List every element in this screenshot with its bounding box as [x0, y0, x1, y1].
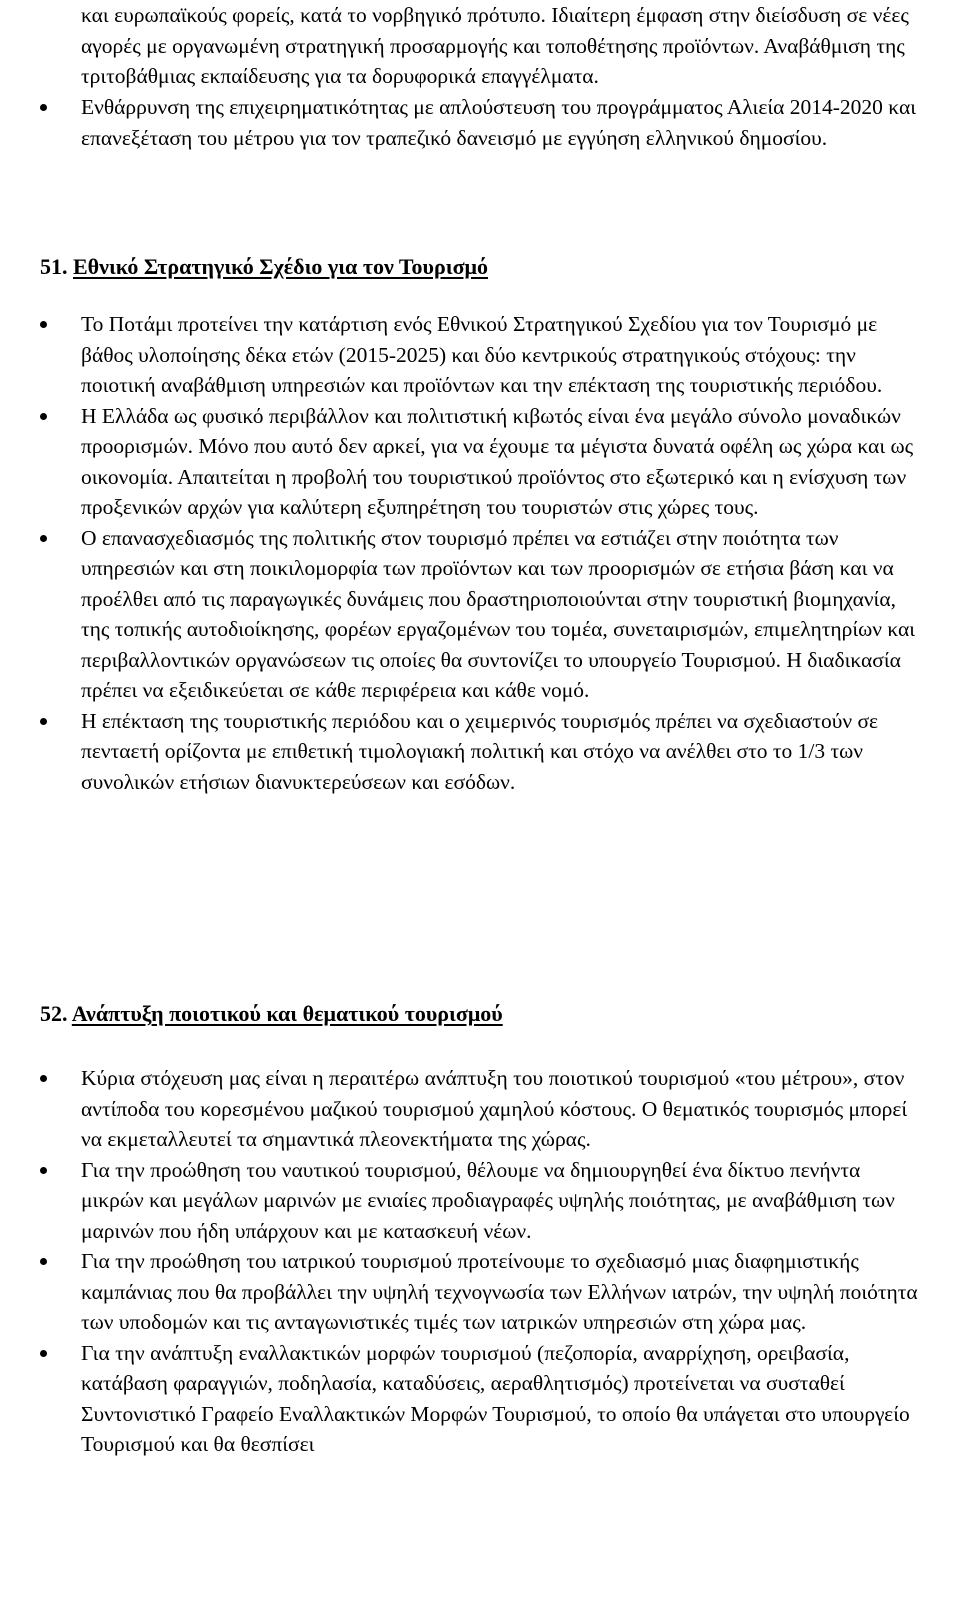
bullet-icon: [40, 718, 47, 725]
list-item-text: Ο επανασχεδιασμός της πολιτικής στον τουρισμό πρέπει να εστιάζει στην ποιότητα των υπηρεσιών και στη ποικιλομορφία των προϊόντων και των προορισμών σε ετήσια βάση και να προέλθει από τις παραγωγικές δυνάμεις που δραστηριοποιούνται στην τουριστική βιομηχανία, της τοπικής αυτοδιοίκησης, φορέων εργαζομένων του τομέα, συνεταιρισμών, επιμελητηρίων και περιβαλλοντικών οργανώσεων τις οποίες θα συντονίζει το υπουργείο Τουρισμού. Η διαδικασία πρέπει να εξειδικεύεται σε κάθε περιφέρεια και κάθε νομό.: [81, 525, 916, 702]
list-item-text: Το Ποτάμι προτείνει την κατάρτιση ενός Εθνικού Στρατηγικού Σχεδίου για τον Τουρισμό με βάθος υλοποίησης δέκα ετών (2015-2025) και δύο κεντρικούς στρατηγικούς στόχους: την ποιοτική αναβάθμιση υπηρεσιών και προϊόντων και την επέκταση της τουριστικής περιόδου.: [81, 312, 883, 397]
section-title: Εθνικό Στρατηγικό Σχέδιο για τον Τουρισμό: [73, 254, 489, 279]
section-heading-51: [40, 252, 488, 282]
list-item: [0, 1063, 927, 1155]
list-item: [0, 1246, 927, 1338]
list-item: [0, 309, 927, 401]
list-item-text: Για την ανάπτυξη εναλλακτικών μορφών τουρισμού (πεζοπορία, αναρρίχηση, ορειβασία, κατάβαση φαραγγιών, ποδηλασία, καταδύσεις, αεραθλητισμός) προτείνεται να συσταθεί Συντονιστικό Γραφείο Εναλλακτικών Μορφών Τουρισμού, το οποίο θα υπάγεται στο υπουργείο Τουρισμού και θα θεσπίσει: [81, 1340, 910, 1456]
bullet-icon: [40, 1258, 47, 1265]
list-item-text: Για την προώθηση του ναυτικού τουρισμού, θέλουμε να δημιουργηθεί ένα δίκτυο πενήντα μικρών και μεγάλων μαρινών με ενιαίες προδιαγραφές υψηλής ποιότητας, με αναβάθμιση των μαρινών που ήδη υπάρχουν και με κατασκευή νέων.: [81, 1157, 895, 1243]
bullet-list-fisheries: [0, 92, 960, 153]
continuation-paragraph: και ευρωπαϊκούς φορείς, κατά το νορβηγικό πρότυπο. Ιδιαίτερη έμφαση στην διείσδυση σε νέες αγορές με οργανωμένη στρατηγική προσαρμογής και τοποθέτησης προϊόντων. Αναβάθμιση της τριτοβάθμιας εκπαίδευσης για τα δορυφορικά επαγγέλματα.: [81, 3, 909, 88]
list-item-text: Η επέκταση της τουριστικής περιόδου και ο χειμερινός τουρισμός πρέπει να σχεδιαστούν σε πενταετή ορίζοντα με επιθετική τιμολογιακή πολιτική και στόχο να ανέλθει στο το 1/3 των συνολικών ετήσιων διανυκτερεύσεων και εσόδων.: [81, 708, 879, 794]
section-number: 52.: [40, 1001, 68, 1026]
bullet-icon: [40, 413, 47, 420]
bullet-list-quality-tourism: [0, 1063, 960, 1460]
section-heading-52: [40, 999, 503, 1029]
list-item-text: Ενθάρρυνση της επιχειρηματικότητας με απλούστευση του προγράμματος Αλιεία 2014-2020 και επανεξέταση του μέτρου για τον τραπεζικό δανεισμό με εγγύηση ελληνικού δημοσίου.: [81, 95, 917, 150]
section-title: Ανάπτυξη ποιοτικού και θεματικού τουρισμού: [71, 1001, 503, 1026]
bullet-icon: [40, 321, 47, 328]
section-number: 51.: [40, 254, 68, 279]
list-item: [0, 1338, 927, 1460]
list-item: [0, 401, 927, 523]
list-item: [0, 523, 927, 706]
list-item: [0, 1155, 927, 1247]
list-item: [0, 92, 927, 153]
bullet-list-tourism-plan: [0, 309, 960, 797]
list-item: [0, 706, 927, 798]
list-item-text: Για την προώθηση του ιατρικού τουρισμού προτείνουμε το σχεδιασμό μιας διαφημιστικής καμπάνιας που θα προβάλλει την υψηλή τεχνογνωσία των Ελλήνων ιατρών, την υψηλή ποιότητα των υποδομών και τις ανταγωνιστικές τιμές των ιατρικών υπηρεσιών στη χώρα μας.: [81, 1249, 918, 1334]
list-item-text: Η Ελλάδα ως φυσικό περιβάλλον και πολιτιστική κιβωτός είναι ένα μεγάλο σύνολο μοναδικών προορισμών. Μόνο που αυτό δεν αρκεί, για να έχουμε τα μέγιστα δυνατά οφέλη ως χώρα και ως οικονομία. Απαιτείται η προβολή του τουριστικού προϊόντος στο εξωτερικό και η ενίσχυση των προξενικών αρχών για καλύτερη εξυπηρέτηση του τουριστών στις χώρες τους.: [81, 403, 914, 519]
bullet-icon: [40, 1350, 47, 1357]
bullet-icon: [40, 104, 47, 111]
bullet-icon: [40, 1167, 47, 1174]
list-item-text: Κύρια στόχευση μας είναι η περαιτέρω ανάπτυξη του ποιοτικού τουρισμού «του μέτρου», στον αντίποδα του κορεσμένου μαζικού τουρισμού χαμηλού κόστους. Ο θεματικός τουρισμός μπορεί να εκμεταλλευτεί τα σημαντικά πλεονεκτήματα της χώρας.: [81, 1066, 908, 1151]
bullet-icon: [40, 535, 47, 542]
bullet-icon: [40, 1075, 47, 1082]
